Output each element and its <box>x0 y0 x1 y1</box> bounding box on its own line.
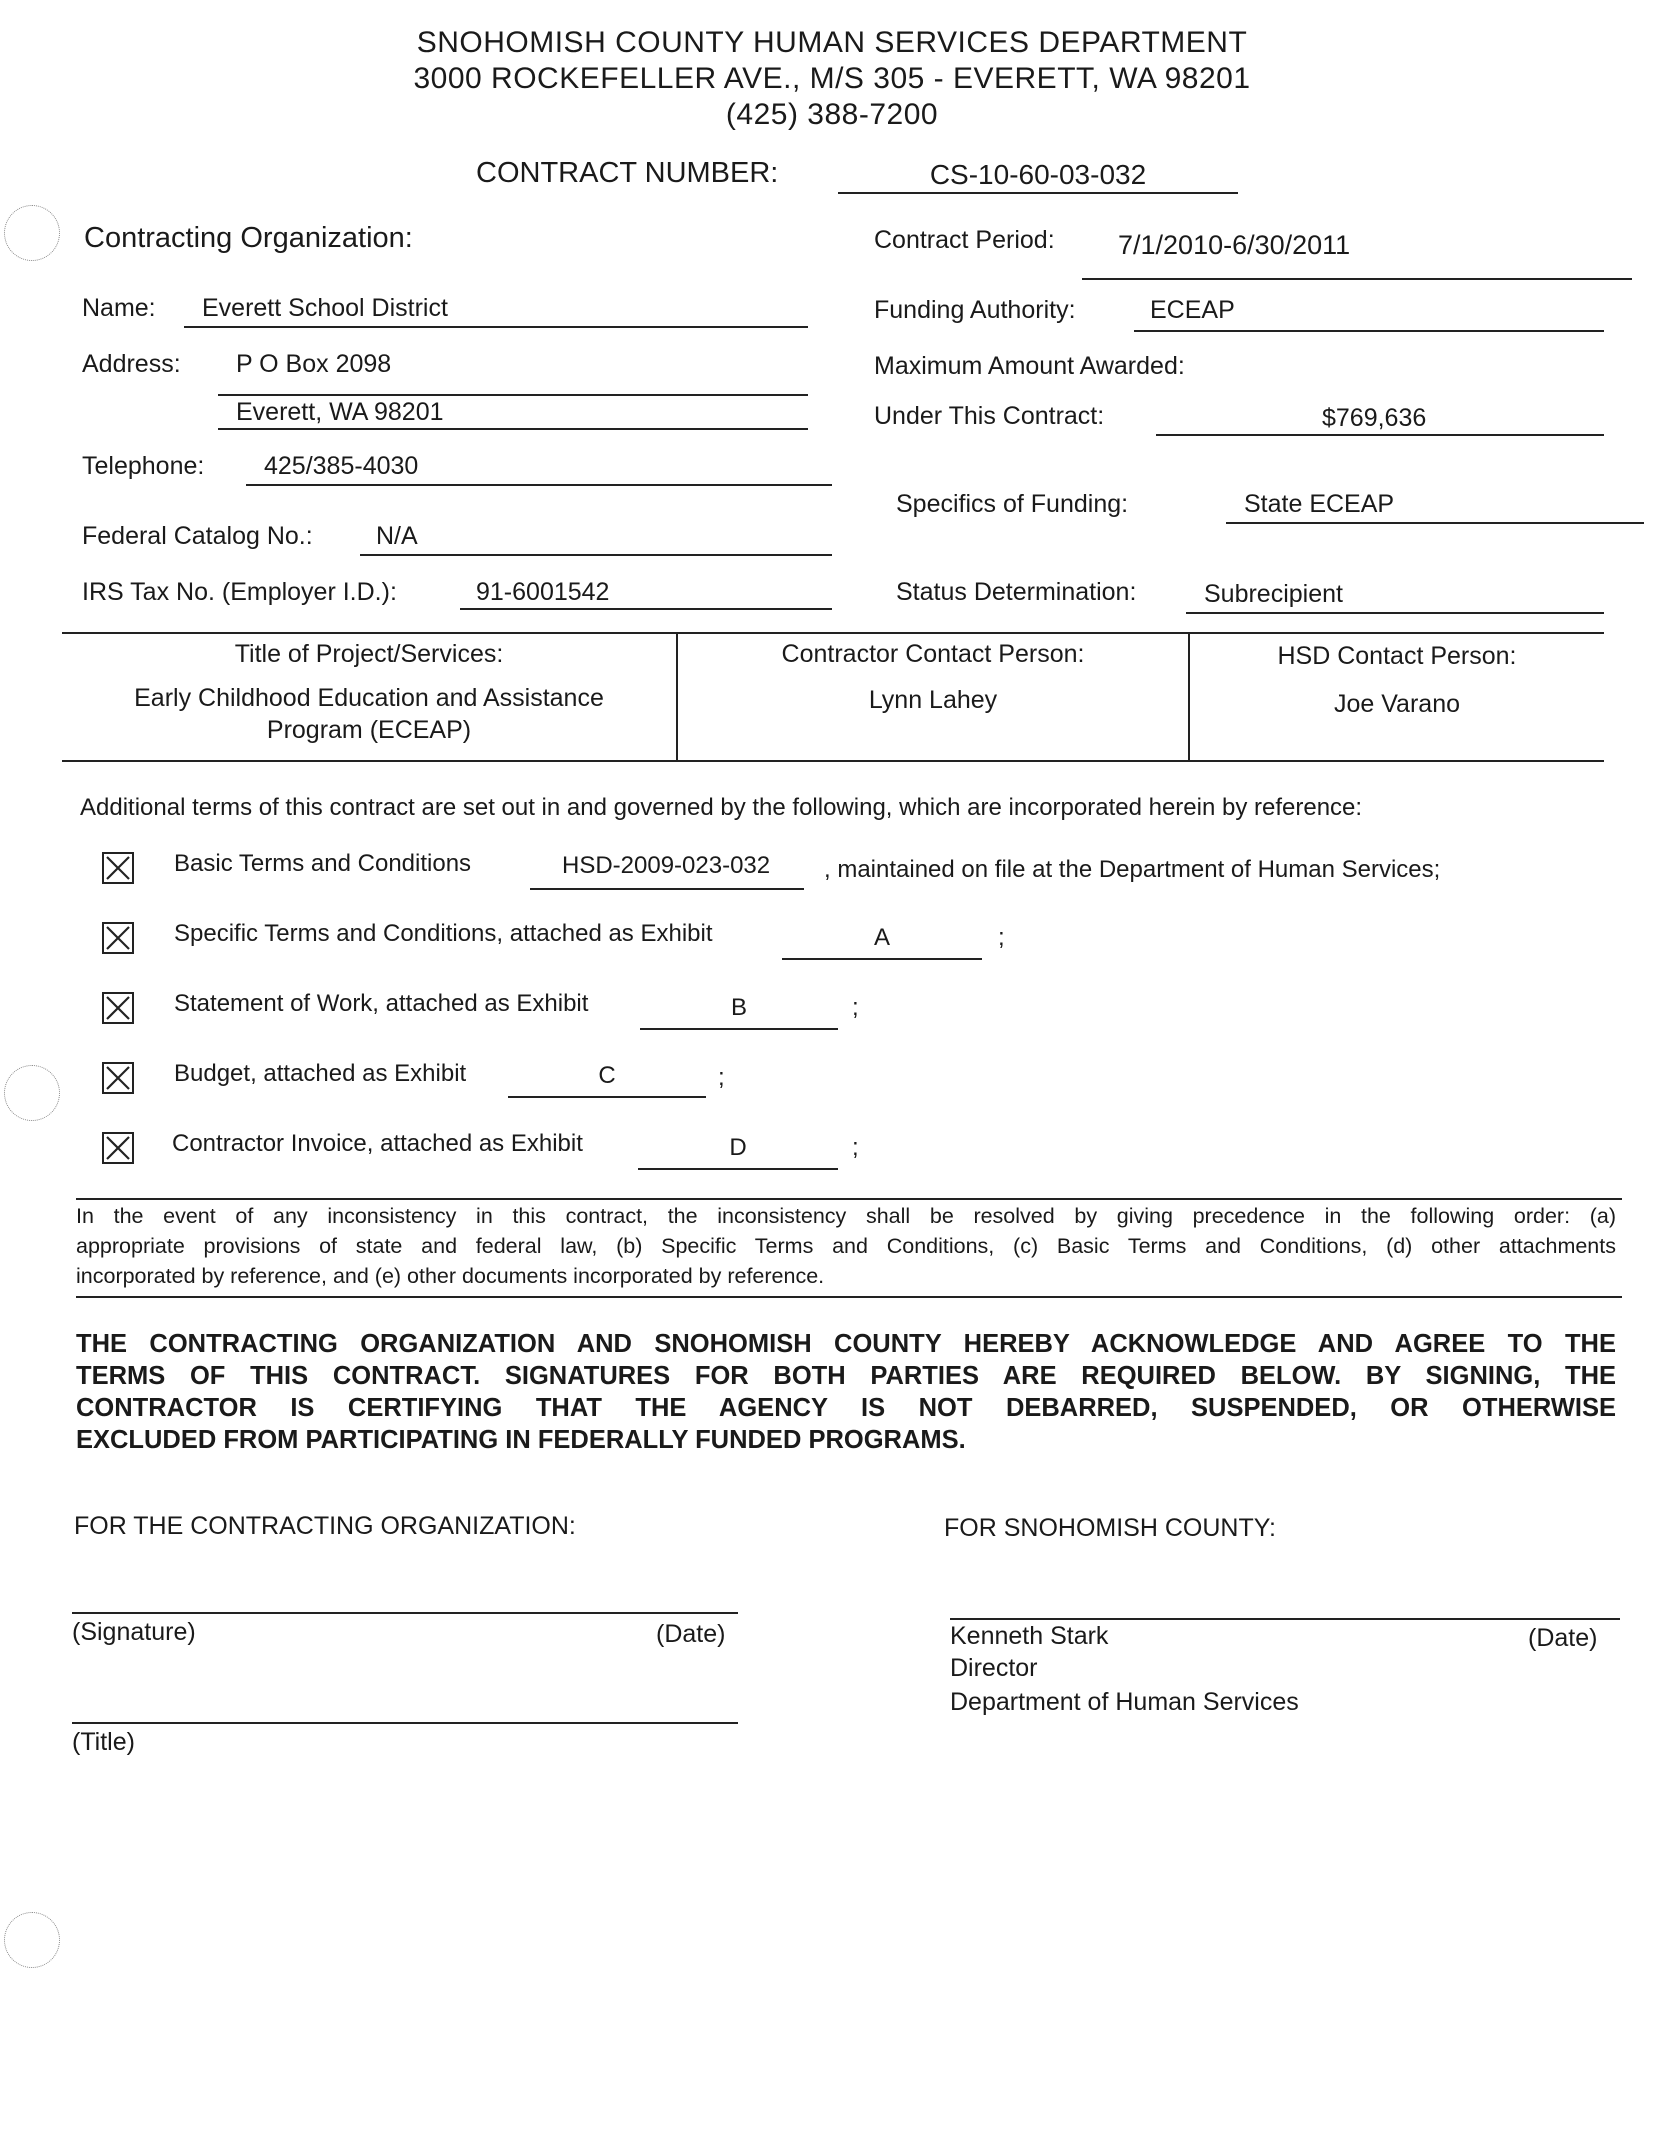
telephone-underline <box>246 484 832 486</box>
precedence-bottom-rule <box>76 1296 1622 1298</box>
funding-authority-value: ECEAP <box>1150 296 1235 324</box>
statement-of-work-underline <box>640 1028 838 1030</box>
address-line2-underline <box>218 428 808 430</box>
acknowledgement-line4: EXCLUDED FROM PARTICIPATING IN FEDERALLY FUNDED PROGRAMS. <box>76 1426 966 1454</box>
precedence-line1: In the event of any inconsistency in this contract, the inconsistency shall be resolved by giving precedence in the following order: (a) <box>76 1204 1616 1228</box>
federal-catalog-underline <box>360 554 832 556</box>
address-label: Address: <box>82 350 181 378</box>
acknowledgement-line1: THE CONTRACTING ORGANIZATION AND SNOHOMISH COUNTY HEREBY ACKNOWLEDGE AND AGREE TO THE <box>76 1330 1616 1358</box>
contractor-invoice-label: Contractor Invoice, attached as Exhibit <box>172 1130 583 1157</box>
under-contract-value: $769,636 <box>1322 404 1427 432</box>
basic-terms-value: HSD-2009-023-032 <box>562 852 771 879</box>
org-title-line[interactable] <box>72 1722 738 1724</box>
org-date-label: (Date) <box>656 1620 726 1648</box>
department-phone: (425) 388-7200 <box>725 98 939 131</box>
punch-hole-top <box>4 205 60 261</box>
county-signature-heading: FOR SNOHOMISH COUNTY: <box>944 1514 1276 1542</box>
specific-terms-underline <box>782 958 982 960</box>
contract-period-label: Contract Period: <box>874 226 1055 254</box>
precedence-top-rule <box>76 1198 1622 1200</box>
under-contract-underline <box>1156 434 1604 436</box>
basic-terms-label: Basic Terms and Conditions <box>174 850 472 877</box>
statement-of-work-label: Statement of Work, attached as Exhibit <box>174 990 589 1017</box>
contract-number-value: CS-10-60-03-032 <box>929 159 1147 190</box>
hsd-contact-label: HSD Contact Person: <box>1277 642 1517 670</box>
checked-x-icon <box>104 1064 132 1092</box>
federal-catalog-value: N/A <box>376 522 418 550</box>
checked-x-icon <box>104 924 132 952</box>
project-title-label: Title of Project/Services: <box>234 640 504 668</box>
contract-period-value: 7/1/2010-6/30/2011 <box>1118 230 1351 260</box>
contractor-invoice-value: D <box>729 1134 747 1161</box>
funding-authority-underline <box>1134 330 1604 332</box>
status-determination-underline <box>1186 612 1604 614</box>
specifics-funding-value: State ECEAP <box>1244 490 1395 518</box>
project-table-bottom-border <box>62 760 1604 762</box>
address-line1: P O Box 2098 <box>236 350 392 378</box>
org-signature-heading: FOR THE CONTRACTING ORGANIZATION: <box>74 1512 576 1540</box>
name-underline <box>184 326 808 328</box>
funding-authority-label: Funding Authority: <box>874 296 1076 324</box>
basic-terms-suffix: , maintained on file at the Department of Human Services; <box>824 856 1441 883</box>
budget-underline <box>508 1096 706 1098</box>
statement-of-work-checkbox[interactable] <box>102 992 134 1024</box>
project-table-top-border <box>62 632 1604 634</box>
org-title-label: (Title) <box>72 1728 135 1756</box>
budget-suffix: ; <box>718 1064 725 1091</box>
contractor-contact-label: Contractor Contact Person: <box>781 640 1085 668</box>
name-label: Name: <box>82 294 156 322</box>
status-determination-label: Status Determination: <box>896 578 1137 606</box>
address-line2: Everett, WA 98201 <box>236 398 444 426</box>
precedence-line3: incorporated by reference, and (e) other documents incorporated by reference. <box>76 1264 825 1288</box>
specifics-funding-underline <box>1226 522 1644 524</box>
project-title-line1: Early Childhood Education and Assistance <box>134 684 604 712</box>
acknowledgement-line3: CONTRACTOR IS CERTIFYING THAT THE AGENCY IS NOT DEBARRED, SUSPENDED, OR OTHERWISE <box>76 1394 1616 1422</box>
county-signer-department: Department of Human Services <box>950 1688 1299 1716</box>
hsd-contact-value: Joe Varano <box>1333 690 1460 718</box>
irs-tax-underline <box>460 608 832 610</box>
budget-checkbox[interactable] <box>102 1062 134 1094</box>
contractor-invoice-suffix: ; <box>852 1134 859 1161</box>
statement-of-work-suffix: ; <box>852 994 859 1021</box>
telephone-label: Telephone: <box>82 452 205 480</box>
status-determination-value: Subrecipient <box>1204 580 1343 608</box>
contract-number-label: CONTRACT NUMBER: <box>476 157 779 189</box>
name-value: Everett School District <box>202 294 448 322</box>
additional-terms-intro: Additional terms of this contract are set out in and governed by the following, which are incorporated herein by reference: <box>80 794 1363 821</box>
checked-x-icon <box>104 854 132 882</box>
specific-terms-label: Specific Terms and Conditions, attached as Exhibit <box>174 920 713 947</box>
punch-hole-bottom <box>4 1912 60 1968</box>
contractor-invoice-checkbox[interactable] <box>102 1132 134 1164</box>
specific-terms-value: A <box>873 924 890 951</box>
org-signature-label: (Signature) <box>72 1618 196 1646</box>
basic-terms-underline <box>530 888 804 890</box>
county-date-label: (Date) <box>1528 1624 1598 1652</box>
department-title: SNOHOMISH COUNTY HUMAN SERVICES DEPARTMENT <box>416 26 1248 59</box>
county-signer-title: Director <box>950 1654 1038 1682</box>
budget-label: Budget, attached as Exhibit <box>174 1060 467 1087</box>
project-title-line2: Program (ECEAP) <box>266 716 472 744</box>
checked-x-icon <box>104 1134 132 1162</box>
checked-x-icon <box>104 994 132 1022</box>
telephone-value: 425/385-4030 <box>264 452 419 480</box>
federal-catalog-label: Federal Catalog No.: <box>82 522 313 550</box>
acknowledgement-line2: TERMS OF THIS CONTRACT. SIGNATURES FOR BOTH PARTIES ARE REQUIRED BELOW. BY SIGNING, THE <box>76 1362 1616 1390</box>
county-signer-name: Kenneth Stark <box>950 1622 1109 1650</box>
punch-hole-middle <box>4 1065 60 1121</box>
maximum-amount-label: Maximum Amount Awarded: <box>874 352 1185 380</box>
contractor-contact-value: Lynn Lahey <box>868 686 998 714</box>
contractor-invoice-underline <box>638 1168 838 1170</box>
department-address: 3000 ROCKEFELLER AVE., M/S 305 - EVERETT, WA 98201 <box>413 62 1251 95</box>
contracting-organization-heading: Contracting Organization: <box>84 222 413 254</box>
specific-terms-suffix: ; <box>998 924 1005 951</box>
county-signature-line[interactable] <box>950 1618 1620 1620</box>
contract-period-underline <box>1082 278 1632 280</box>
basic-terms-checkbox[interactable] <box>102 852 134 884</box>
specific-terms-checkbox[interactable] <box>102 922 134 954</box>
precedence-line2: appropriate provisions of state and federal law, (b) Specific Terms and Conditions, (c) Basic Terms and Conditions, (d) other attachments <box>76 1234 1616 1258</box>
org-signature-line[interactable] <box>72 1612 738 1614</box>
under-contract-label: Under This Contract: <box>874 402 1105 430</box>
budget-value: C <box>598 1062 616 1089</box>
irs-tax-label: IRS Tax No. (Employer I.D.): <box>82 578 397 606</box>
irs-tax-value: 91-6001542 <box>476 578 610 606</box>
statement-of-work-value: B <box>730 994 747 1021</box>
address-line1-underline <box>218 394 808 396</box>
specifics-funding-label: Specifics of Funding: <box>896 490 1129 518</box>
contract-number-underline <box>838 192 1238 194</box>
